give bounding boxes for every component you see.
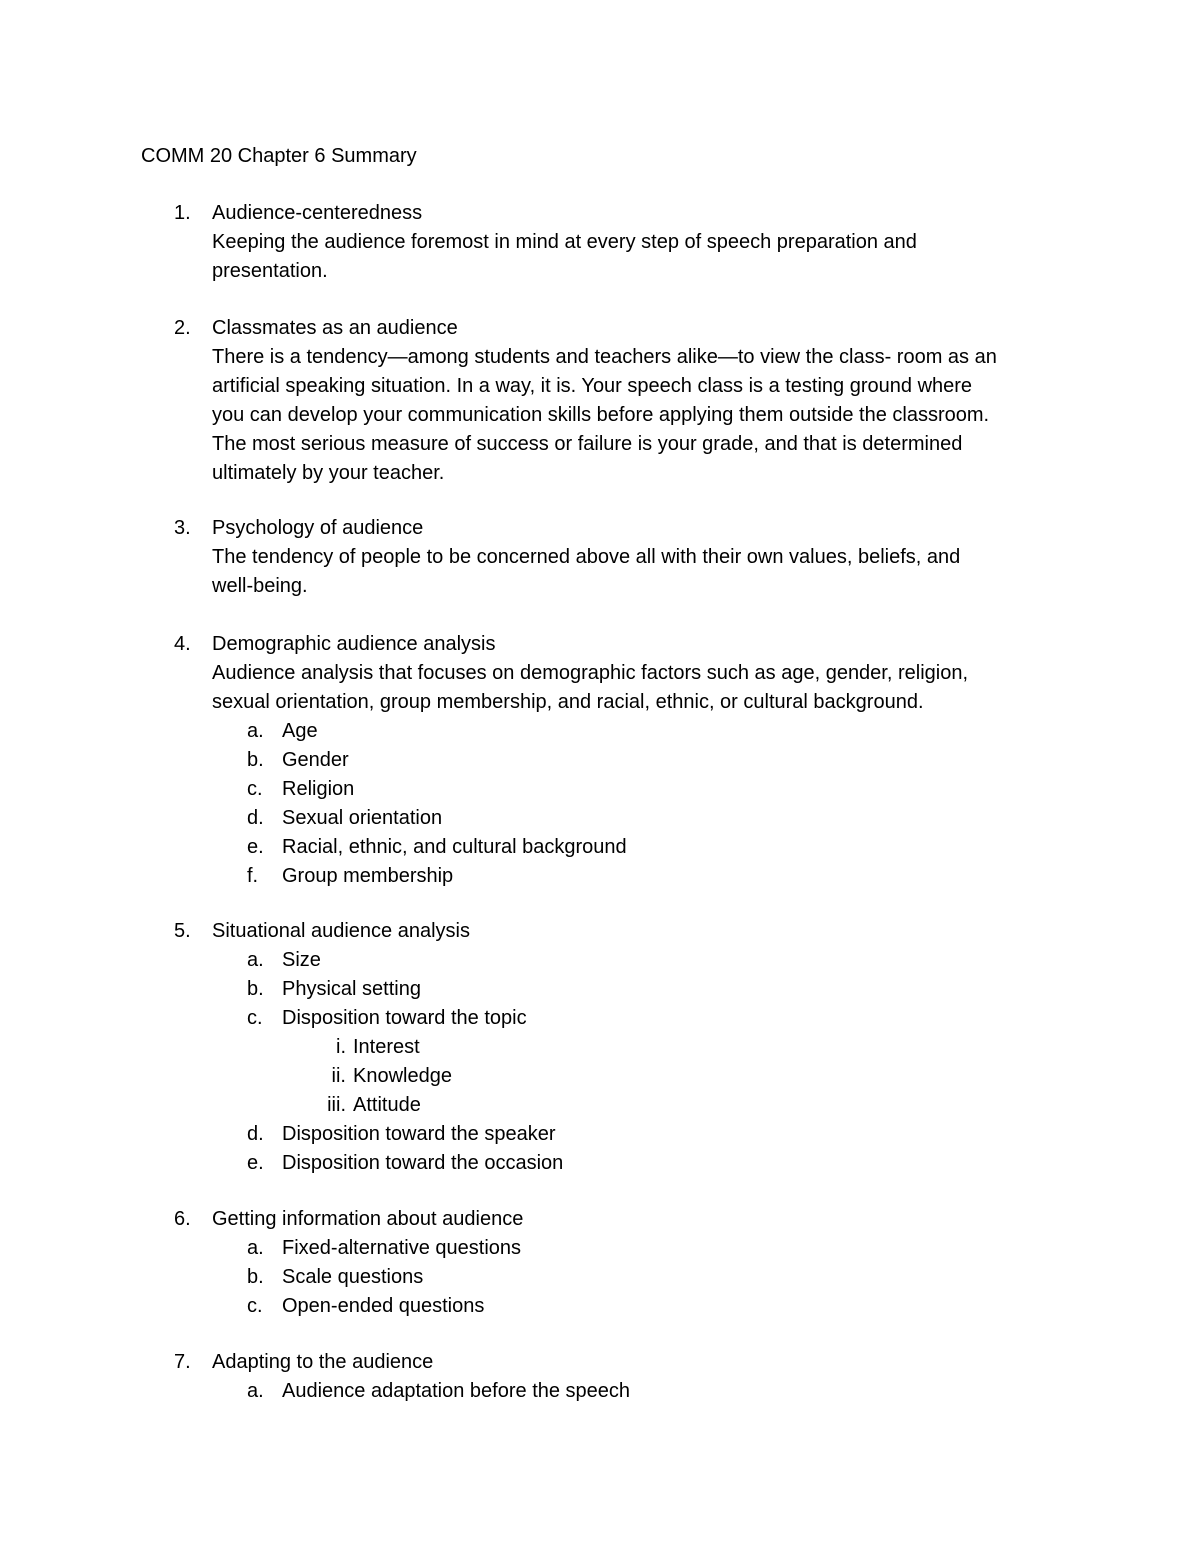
sub-item [212, 862, 1072, 891]
sub-sub-item-marker: iii. [327, 1094, 346, 1116]
sub-item [212, 1234, 1072, 1263]
sub-item-label: Disposition toward the topic [282, 1007, 527, 1029]
sub-item-label: Disposition toward the occasion [282, 1152, 564, 1174]
item-description-line: The tendency of people to be concerned above all with their own values, beliefs, and [212, 546, 961, 568]
sub-item-marker: d. [247, 1123, 264, 1145]
item-heading: Situational audience analysis [212, 920, 470, 942]
item-description-line: Keeping the audience foremost in mind at every step of speech preparation and [212, 231, 917, 253]
sub-item-label: Group membership [282, 865, 454, 887]
sub-item [212, 1120, 1072, 1149]
item-description-line: well-being. [212, 575, 308, 597]
sub-sub-item-marker: i. [336, 1036, 346, 1058]
sub-item-marker: a. [247, 949, 264, 971]
item-description-line: There is a tendency—among students and teachers alike—to view the class- room as an [212, 346, 997, 368]
document-title: COMM 20 Chapter 6 Summary [141, 145, 417, 167]
item-description-line: presentation. [212, 260, 328, 282]
sub-sub-item-label: Attitude [353, 1094, 421, 1116]
item-heading: Adapting to the audience [212, 1351, 434, 1373]
sub-item-label: Sexual orientation [282, 807, 443, 829]
item-description-line: you can develop your communication skills before applying them outside the classroom. [212, 404, 990, 426]
sub-item-marker: c. [247, 778, 263, 800]
sub-item [212, 1292, 1072, 1321]
sub-sub-item-label: Knowledge [353, 1065, 452, 1087]
sub-item-marker: a. [247, 720, 264, 742]
sub-item [212, 1149, 1072, 1178]
sub-sub-item [212, 1062, 1072, 1091]
item-number: 5. [174, 920, 191, 942]
sub-item-marker: a. [247, 1237, 264, 1259]
item-number: 3. [174, 517, 191, 539]
item-description-line: The most serious measure of success or failure is your grade, and that is determined [212, 433, 963, 455]
sub-item-marker: d. [247, 807, 264, 829]
item-description-line: sexual orientation, group membership, and racial, ethnic, or cultural background. [212, 691, 924, 713]
item-number: 2. [174, 317, 191, 339]
item-body [212, 314, 1072, 488]
item-number: 6. [174, 1208, 191, 1230]
sub-item-label: Age [282, 720, 318, 742]
sub-item-label: Physical setting [282, 978, 421, 1000]
sub-item-label: Size [282, 949, 321, 971]
sub-item [212, 1377, 1072, 1406]
sub-item [212, 804, 1072, 833]
item-body [212, 917, 1072, 1178]
item-heading: Getting information about audience [212, 1208, 524, 1230]
sub-item [212, 717, 1072, 746]
sub-item-marker: b. [247, 978, 264, 1000]
sub-sub-item [212, 1033, 1072, 1062]
item-heading: Psychology of audience [212, 517, 424, 539]
sub-item-marker: c. [247, 1295, 263, 1317]
sub-item [212, 975, 1072, 1004]
item-body [212, 199, 1072, 286]
sub-sub-item-marker: ii. [331, 1065, 346, 1087]
item-body [212, 630, 1072, 891]
sub-sub-item [212, 1091, 1072, 1120]
sub-item-marker: e. [247, 1152, 264, 1174]
sub-item-label: Disposition toward the speaker [282, 1123, 556, 1145]
sub-item-marker: f. [247, 865, 259, 887]
item-description-line: ultimately by your teacher. [212, 462, 445, 484]
item-number: 4. [174, 633, 191, 655]
item-description-line: Audience analysis that focuses on demographic factors such as age, gender, religion, [212, 662, 969, 684]
sub-item [212, 775, 1072, 804]
item-number: 7. [174, 1351, 191, 1373]
item-body [212, 1348, 1072, 1406]
sub-sub-item-label: Interest [353, 1036, 420, 1058]
sub-item-label: Scale questions [282, 1266, 424, 1288]
sub-item [212, 946, 1072, 975]
sub-item [212, 833, 1072, 862]
sub-item [212, 1263, 1072, 1292]
sub-item-marker: b. [247, 749, 264, 771]
sub-item-label: Fixed-alternative questions [282, 1237, 522, 1259]
sub-item-marker: b. [247, 1266, 264, 1288]
sub-item-label: Audience adaptation before the speech [282, 1380, 631, 1402]
sub-item-label: Gender [282, 749, 349, 771]
item-body [212, 514, 1072, 601]
sub-item [212, 746, 1072, 775]
item-heading: Demographic audience analysis [212, 633, 496, 655]
sub-item-marker: c. [247, 1007, 263, 1029]
item-heading: Classmates as an audience [212, 317, 458, 339]
sub-item-marker: e. [247, 836, 264, 858]
item-body [212, 1205, 1072, 1321]
item-heading: Audience-centeredness [212, 202, 423, 224]
item-number: 1. [174, 202, 191, 224]
sub-item-label: Religion [282, 778, 355, 800]
sub-item-label: Racial, ethnic, and cultural background [282, 836, 627, 858]
sub-item [212, 1004, 1072, 1033]
sub-item-label: Open-ended questions [282, 1295, 485, 1317]
item-description-line: artificial speaking situation. In a way, it is. Your speech class is a testing ground where [212, 375, 973, 397]
sub-item-marker: a. [247, 1380, 264, 1402]
